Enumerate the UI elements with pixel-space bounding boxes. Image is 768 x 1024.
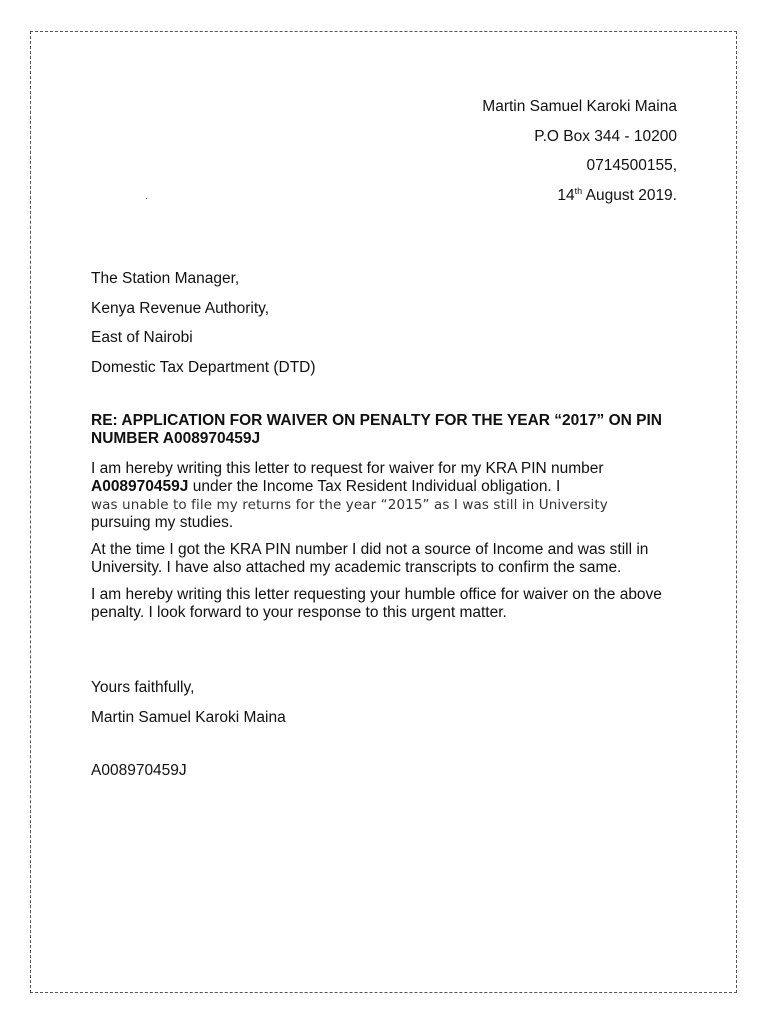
subject-line: RE: APPLICATION FOR WAIVER ON PENALTY FOR THE YEAR “2017” ON PIN NUMBER A008970459J bbox=[91, 412, 662, 447]
date-suffix: th bbox=[574, 185, 583, 196]
letter-body bbox=[91, 460, 691, 631]
body-paragraph-3: I am hereby writing this letter requesting your humble office for waiver on the above penalty. I look forward to your response to this urgent matter. bbox=[91, 586, 662, 621]
date-rest: August 2019. bbox=[582, 186, 677, 204]
body-paragraph-1 bbox=[91, 460, 691, 532]
date-day: 14 bbox=[557, 186, 575, 204]
p1-text-c: was unable to file my returns for the year “2015” as I was still in University bbox=[91, 497, 608, 513]
closing-pin: A008970459J bbox=[91, 762, 187, 779]
sender-block bbox=[482, 92, 677, 210]
p1-text-d: pursuing my studies. bbox=[91, 514, 234, 531]
recipient-line-4: Domestic Tax Department (DTD) bbox=[91, 358, 316, 376]
scan-speck bbox=[146, 198, 147, 199]
p1-text-b: under the Income Tax Resident Individual obligation. I bbox=[188, 478, 561, 495]
recipient-line-1: The Station Manager, bbox=[91, 270, 240, 287]
sender-name: Martin Samuel Karoki Maina bbox=[482, 98, 677, 115]
closing-salutation: Yours faithfully, bbox=[91, 679, 195, 696]
recipient-line-3: East of Nairobi bbox=[91, 329, 193, 346]
p1-text-a: I am hereby writing this letter to request for waiver for my KRA PIN number bbox=[91, 460, 604, 477]
closing-name: Martin Samuel Karoki Maina bbox=[91, 708, 286, 726]
body-paragraph-2: At the time I got the KRA PIN number I did not a source of Income and was still in University. I have also attached my academic transcripts to confirm the same. bbox=[91, 541, 649, 576]
p1-pin-number: A008970459J bbox=[91, 478, 189, 495]
sender-phone: 0714500155, bbox=[586, 157, 677, 174]
recipient-block bbox=[91, 264, 316, 382]
closing-block bbox=[91, 673, 286, 732]
recipient-line-2: Kenya Revenue Authority, bbox=[91, 299, 270, 317]
letter-date bbox=[482, 181, 677, 211]
sender-address: P.O Box 344 - 10200 bbox=[534, 127, 677, 145]
